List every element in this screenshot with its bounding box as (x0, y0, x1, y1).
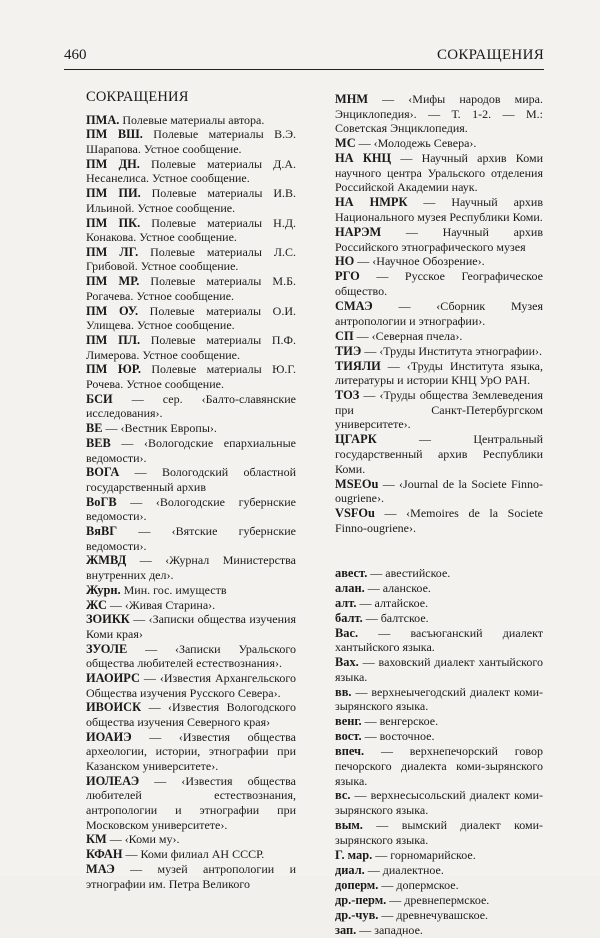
abbreviation-list-left (86, 113, 296, 892)
page-number: 460 (64, 47, 87, 63)
abbreviation-entry (335, 893, 543, 908)
abbreviation-term: ВЕ (86, 421, 103, 436)
abbreviation-term: ЖМВД (86, 553, 127, 568)
abbreviation-definition: — допермское. (378, 877, 459, 892)
abbreviation-definition: — ‹Труды Института языка, литературы и истории КНЦ УрО РАН. (335, 358, 543, 388)
abbreviation-definition: — ваховский диалект хантыйского языка. (335, 655, 543, 684)
abbreviation-definition: — ‹Известия общества любителей естествознания, антропологии и этнографии при Московском университете›. (86, 773, 296, 832)
abbreviation-entry (86, 304, 296, 333)
abbreviation-term: НАРЭМ (335, 224, 382, 239)
abbreviation-entry (335, 151, 543, 195)
abbreviation-definition: Мин. гос. имуществ (120, 582, 227, 597)
abbreviation-entry (86, 832, 296, 847)
abbreviation-definition: — Научный архив Национального музея Республики Коми. (335, 195, 543, 224)
abbreviation-entry (86, 598, 296, 613)
abbreviation-term: MSEOu (335, 476, 379, 491)
abbreviation-entry (86, 612, 296, 641)
abbreviation-entry (86, 245, 296, 274)
abbreviation-term: Вах. (335, 655, 359, 670)
running-title: СОКРАЩЕНИЯ (436, 47, 544, 63)
abbreviation-term: ПМ ПК. (86, 215, 141, 230)
abbreviation-entry (335, 878, 543, 893)
abbreviation-definition: — Вологодский областной государственный архив (86, 465, 296, 494)
abbreviation-entry (335, 685, 543, 714)
abbreviation-entry (335, 344, 543, 359)
abbreviation-term: VSFOu (335, 506, 375, 521)
abbreviation-entry (86, 333, 296, 362)
abbreviation-term: диал. (335, 862, 365, 877)
abbreviation-term: МНМ (335, 92, 369, 106)
abbreviation-definition: Полевые материалы П.Ф. Лимерова. Устное сообщение. (86, 333, 296, 362)
abbreviation-definition: Полевые материалы М.Б. Рогачева. Устное сообщение. (86, 274, 296, 303)
abbreviation-term: алан. (335, 580, 365, 595)
abbreviation-entry (86, 127, 296, 156)
abbreviation-entry (86, 583, 296, 598)
abbreviation-definition: — аланское. (364, 580, 431, 595)
abbreviation-definition: Полевые материалы Ю.Г. Рочева. Устное сообщение. (86, 362, 297, 391)
abbreviation-entry (335, 254, 543, 269)
abbreviation-definition: — венгерское. (361, 714, 439, 729)
abbreviation-term: ЗОИКК (86, 612, 130, 627)
abbreviation-term: ПМ МР. (86, 274, 140, 289)
abbreviation-term: СМАЭ (335, 299, 373, 314)
abbreviation-term: ТИЭ (335, 343, 362, 358)
abbreviation-entry (86, 157, 296, 186)
abbreviation-entry (86, 671, 296, 700)
abbreviation-list-right (335, 92, 543, 535)
abbreviation-term: ЗУОЛЕ (86, 641, 128, 656)
abbreviation-entry (335, 788, 543, 817)
abbreviation-definition: — верхнеычегодский диалект коми-зырянского языка. (335, 684, 543, 714)
abbreviation-term: ТИЯЛИ (335, 358, 381, 373)
abbreviation-definition: — ‹Труды Института этнографии›. (361, 343, 542, 358)
abbreviation-term: ПМ ВШ. (86, 127, 143, 142)
abbreviation-term: ИВОИСК (86, 700, 142, 715)
abbreviation-term: ПМ ОУ. (86, 303, 139, 318)
abbreviation-entry (335, 729, 543, 744)
abbreviation-definition: — Научный архив Российского этнографического музея (335, 224, 543, 254)
running-header (64, 47, 544, 70)
abbreviation-entry (86, 186, 296, 215)
abbreviation-definition: — ‹Вологодские губернские ведомости›. (86, 494, 296, 524)
abbreviation-definition: — ‹Вятские губернские ведомости›. (86, 524, 296, 553)
abbreviation-definition: — диалектное. (364, 862, 444, 877)
abbreviation-list-right-2 (335, 566, 543, 937)
abbreviation-definition: — ‹Memoires de la Societe Finno-ougriene›. (335, 506, 543, 535)
abbreviation-definition: — ‹Journal de la Societe Finno-ougriene›. (335, 476, 543, 506)
abbreviation-entry (86, 465, 296, 494)
abbreviation-definition: — ‹Живая Старина›. (106, 597, 216, 612)
abbreviation-term: впеч. (335, 744, 365, 759)
abbreviation-entry (335, 848, 543, 863)
abbreviation-entry (86, 362, 296, 391)
abbreviation-definition: — ‹Северная пчела›. (353, 328, 463, 343)
abbreviation-entry (335, 299, 543, 328)
abbreviation-term: авест. (335, 565, 368, 580)
abbreviation-definition: — Русское Географическое общество. (335, 269, 543, 299)
abbreviation-term: Г. мар. (335, 847, 373, 862)
abbreviation-definition: — ‹Журнал Министерства внутренних дел›. (86, 553, 296, 582)
abbreviation-entry (86, 730, 296, 774)
abbreviation-definition: — сер. ‹Балто-славянские исследования›. (86, 391, 296, 421)
abbreviation-entry (335, 626, 543, 655)
abbreviation-entry (335, 818, 543, 847)
abbreviation-entry (335, 566, 543, 581)
abbreviation-entry (335, 611, 543, 626)
abbreviation-definition: — ‹Мифы народов мира. Энциклопедия›. — Т. 1-2. — М.: Советская Энциклопедия. (335, 92, 543, 136)
abbreviation-definition: — верхнесысольский диалект коми-зырянского языка. (335, 788, 543, 818)
abbreviation-term: ЦГАРК (335, 432, 377, 447)
abbreviation-entry (86, 642, 296, 671)
abbreviation-entry (86, 700, 296, 729)
abbreviation-term: др.-чув. (335, 907, 379, 922)
abbreviation-definition: — васъюганский диалект хантыйского языка. (335, 625, 543, 655)
abbreviation-term: ВоГВ (86, 494, 117, 509)
abbreviation-definition: Полевые материалы Н.Д. Конакова. Устное сообщение. (86, 215, 296, 245)
abbreviation-term: ПМА. (86, 112, 120, 127)
abbreviation-entry (86, 216, 296, 245)
abbreviation-term: Вас. (335, 625, 359, 640)
abbreviation-term: ЖС (86, 597, 107, 612)
abbreviation-entry (86, 495, 296, 524)
abbreviation-term: КМ (86, 832, 107, 847)
abbreviation-entry (335, 506, 543, 535)
abbreviation-definition: Полевые материалы В.Э. Шарапова. Устное сообщение. (86, 127, 296, 156)
abbreviation-definition: — ‹Коми му›. (106, 832, 180, 847)
abbreviation-entry (335, 477, 543, 506)
abbreviation-entry (335, 136, 543, 151)
abbreviation-term: НА КНЦ (335, 151, 392, 166)
abbreviation-definition: — ‹Молодежь Севера›. (355, 136, 477, 151)
abbreviation-definition: — западное. (356, 922, 423, 937)
abbreviation-definition: — Коми филиал АН СССР. (122, 847, 265, 862)
abbreviation-entry (335, 714, 543, 729)
abbreviation-definition: — древнепермское. (386, 892, 490, 907)
abbreviation-entry (86, 862, 296, 891)
abbreviation-term: ПМ ЛГ. (86, 244, 139, 259)
abbreviation-term: Журн. (86, 582, 121, 597)
abbreviation-definition: — вымский диалект коми-зырянского языка. (335, 818, 543, 847)
abbreviation-term: ВЕВ (86, 435, 111, 450)
abbreviation-entry (86, 392, 296, 421)
abbreviation-entry (335, 923, 543, 938)
abbreviation-entry (335, 596, 543, 611)
abbreviation-term: вым. (335, 818, 363, 833)
abbreviation-term: венг. (335, 714, 362, 729)
abbreviation-entry (335, 863, 543, 878)
abbreviation-term: ПМ ПИ. (86, 186, 141, 201)
abbreviation-definition: — Центральный государственный архив Республики Коми. (335, 432, 543, 476)
abbreviation-term: БСИ (86, 391, 113, 406)
abbreviation-entry (86, 436, 296, 465)
abbreviation-definition: — ‹Труды общества Землеведения при Санкт-Петербургском университете›. (335, 388, 543, 432)
abbreviation-definition: Полевые материалы Л.С. Грибовой. Устное сообщение. (86, 244, 296, 274)
abbreviation-definition: — верхнепечорский говор печорского диалекта коми-зырянского языка. (335, 744, 543, 788)
abbreviation-term: ВяВГ (86, 524, 118, 539)
abbreviation-entry (335, 655, 543, 684)
abbreviation-term: ПМ ПЛ. (86, 333, 141, 347)
abbreviation-definition: Полевые материалы И.В. Ильиной. Устное сообщение. (86, 186, 296, 215)
abbreviation-entry (86, 113, 296, 128)
abbreviation-definition: — горномарийское. (372, 847, 476, 862)
abbreviation-definition: Полевые материалы Д.А. Несанелиса. Устное сообщение. (86, 156, 296, 186)
abbreviation-term: вс. (335, 788, 351, 803)
abbreviation-definition: — авестийское. (367, 565, 451, 580)
abbreviation-definition: — музей антропологии и этнографии им. Петра Великого (86, 861, 296, 891)
abbreviation-entry (335, 195, 543, 224)
abbreviation-term: НА НМРК (335, 195, 408, 210)
abbreviation-entry (335, 269, 543, 298)
abbreviation-entry (335, 744, 543, 788)
abbreviation-term: ПМ ЮР. (86, 362, 141, 377)
abbreviation-term: ПМ ДН. (86, 156, 140, 171)
abbreviation-entry (335, 908, 543, 923)
abbreviation-definition: Полевые материалы О.И. Улищева. Устное сообщение. (86, 303, 296, 333)
abbreviation-term: алт. (335, 595, 357, 610)
abbreviation-entry (335, 581, 543, 596)
abbreviation-term: СП (335, 328, 354, 343)
abbreviation-definition: — балтское. (362, 610, 429, 625)
abbreviation-term: ТОЗ (335, 388, 360, 403)
abbreviation-entry (86, 847, 296, 862)
abbreviation-entry (86, 553, 296, 582)
section-title: СОКРАЩЕНИЯ (86, 89, 189, 105)
right-column (335, 92, 543, 938)
abbreviation-definition: — ‹Записки Уральского общества любителей естествознания›. (86, 641, 296, 671)
abbreviation-entry (335, 225, 543, 254)
abbreviation-definition: — ‹Научное Обозрение›. (354, 254, 485, 269)
abbreviation-term: зап. (335, 922, 357, 937)
abbreviation-term: доперм. (335, 877, 379, 892)
abbreviation-entry (86, 774, 296, 832)
abbreviation-term: КФАН (86, 847, 123, 862)
abbreviation-term: вв. (335, 684, 352, 699)
abbreviation-definition: — ‹Сборник Музея антропологии и этнографии›. (335, 299, 543, 328)
abbreviation-entry (335, 92, 543, 136)
abbreviation-definition: — ‹Известия Вологодского общества изучения Северного края› (86, 700, 296, 730)
abbreviation-definition: — алтайское. (356, 595, 429, 610)
abbreviation-definition: — ‹Вологодские епархиальные ведомости›. (86, 435, 296, 465)
abbreviation-term: ИОАИЭ (86, 729, 132, 744)
abbreviation-term: РГО (335, 269, 360, 284)
abbreviation-term: НО (335, 254, 355, 269)
abbreviation-definition: — Научный архив Коми научного центра Уральского отделения Российской Академии наук. (335, 151, 543, 195)
abbreviation-definition: Полевые материалы автора. (119, 112, 265, 127)
abbreviation-definition: — восточное. (361, 729, 435, 744)
abbreviation-entry (86, 274, 296, 303)
abbreviation-term: МС (335, 136, 356, 151)
abbreviation-entry (86, 524, 296, 553)
abbreviation-definition: — ‹Записки общества изучения Коми края› (86, 612, 296, 641)
abbreviation-definition: — ‹Известия общества археологии, истории, этнографии при Казанском университете›. (86, 729, 296, 774)
abbreviation-entry (335, 388, 543, 432)
abbreviation-term: ИАОИРС (86, 671, 140, 686)
left-column (86, 90, 296, 891)
abbreviation-term: МАЭ (86, 861, 115, 876)
abbreviation-term: ИОЛЕАЭ (86, 773, 140, 788)
abbreviation-term: др.-перм. (335, 892, 387, 907)
abbreviation-entry (335, 329, 543, 344)
abbreviation-term: ВОГА (86, 465, 120, 480)
abbreviation-definition: — ‹Вестник Европы›. (102, 421, 217, 436)
abbreviation-definition: — древнечувашское. (378, 907, 489, 922)
abbreviation-entry (335, 359, 543, 388)
abbreviation-entry (335, 432, 543, 476)
abbreviation-term: вост. (335, 729, 362, 744)
column-gap (335, 536, 543, 566)
abbreviation-term: балт. (335, 610, 363, 625)
abbreviation-entry (86, 421, 296, 436)
abbreviation-definition: — ‹Известия Архангельского Общества изучения Русского Севера›. (86, 671, 296, 700)
